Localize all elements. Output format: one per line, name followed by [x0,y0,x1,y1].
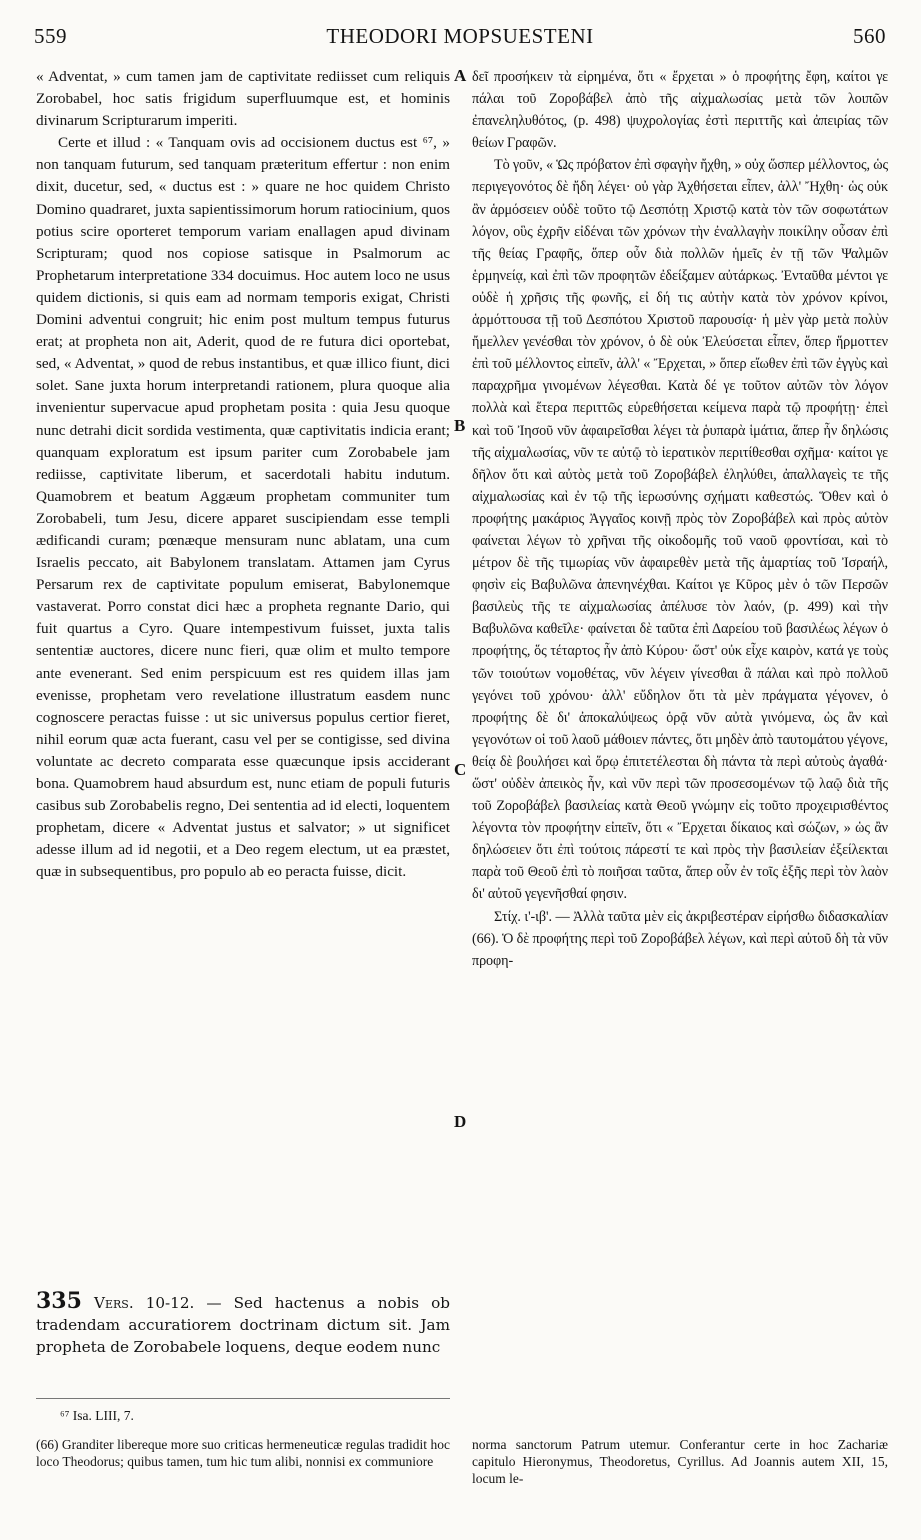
left-page-number: 559 [34,24,67,48]
margin-letter-d: D [454,1112,467,1131]
verse-label: Vers. 10-12. [94,1294,195,1312]
footnote-66-right: norma sanctorum Patrum utemur. Conferantur certe in hoc Zachariæ capitulo Hieronymus, Theodoretus, Cyrillus. Ad Joannis autem XII, 15, locum le- [472,1437,888,1486]
greek-column [472,66,888,972]
latin-section-335 [36,1290,450,1358]
margin-letter-b: B [454,416,466,435]
margin-letter-a: A [454,66,467,85]
greek-paragraph-2: Τὸ γοῦν, « Ὡς πρόβατον ἐπὶ σφαγὴν ἤχθη, » οὐχ ὥσπερ μέλλοντος, ὡς περιγεγονότος δὲ ἤδη λέγει· οὐ γὰρ Ἀχθήσεται εἶπεν, ἀλλ' Ἤχθη· ὡς οὐκ ἂν ἁρμόσειεν οὐδὲ τοῦτο τῷ Δεσπότῃ Χριστῷ κατὰ τὸν τῶν σοφωτάτων λόγον, οὓς ἐχρῆν εἰδέναι τῶν χρόνων τὴν ἐναλλαγὴν ποικίλην οὖσαν ἐπὶ τῆς θείας Γραφῆς, ὅπερ οὖν διὰ πολλῶν ἡμεῖς ἐν τῇ τῶν Ψαλμῶν ἑρμηνείᾳ, καὶ ἐπὶ τῶν προφητῶν ἐδείξαμεν αὐτάρκως. Ἐνταῦθα μέντοι γε οὐδὲ ἡ χρῆσις τῆς φωνῆς, εἰ δή τις αὐτὴν κατὰ τὸν χρόνον κρίνοι, ἁρμόττουσα τῇ τοῦ Δεσπότου Χριστοῦ παρουσίᾳ· ἡ μὲν γὰρ μετὰ πολὺν ἤμελλεν γενέσθαι τὸν χρόνον, ὁ δὲ οὐκ Ἐλεύσεται εἶπεν, ὅπερ ἥρμοττεν ἐπὶ τοῦ μέλλοντος εἰπεῖν, ἀλλ' « Ἔρχεται, » ὅπερ εἴωθεν ἐπὶ τῶν ἐγγὺς καὶ παραχρῆμα γινομένων λέγεσθαι. Κατὰ δέ γε τοῦτον αὐτῶν τὸν λόγον πολλὰ καὶ ἕτερα περιττῶς εὑρεθήσεται κείμενα παρὰ τῷ προφήτῃ· ἐπεὶ καὶ τοῦ Ἰησοῦ νῦν ἀφαιρεῖσθαι λέγει τὰ ῥυπαρὰ ἱμάτια, ἅπερ ἦν δηλώσις τῆς αἰχμαλωσίας, νῦν τε αὐτῷ τὸ ἱερατικὸν περιτίθεσθαι σχῆμα· καίτοι γε δῆλον ὅτι καὶ αὐτὸς μετὰ τοῦ Ζοροβάβελ ἐληλύθει, ἀπαλλαγεὶς τε τῆς αἰχμαλωσίας καὶ ἐν τῷ τῆς ἱερωσύνης σχήματι καθεστώς. Ὅθεν καὶ ὁ προφήτης μακάριος Ἀγγαῖος κοινῇ πρὸς τὸν Ζοροβάβελ καὶ πρὸς αὐτὸν φαίνεται λέγων τὸ χρῆναι τῆς οἰκοδομῆς τοῦ ναοῦ φροντίσαι, καὶ τὸ μέτρον δὲ τῆς τιμωρίας νῦν ἀφαιρεθὲν μετὰ τῆς ἁμαρτίας τοῦ Ἰσραήλ, φησὶν εἰς Βαβυλῶνα ἀπενηνέχθαι. Καίτοι γε Κῦρος μὲν ὁ τῶν Περσῶν βασιλεὺς τῆς τε αἰχμαλωσίας ἀπέλυσε τὸν λαόν, (p. 499) καὶ τὴν Βαβυλῶνα καθεῖλε· φαίνεται δὲ ταῦτα ἐπὶ Δαρείου τοῦ βασιλέως λέγων ὁ προφήτης, ὅς τέταρτος ἦν ἀπὸ Κύρου· ὥστ' οὐκ εἶχε καιρὸν, κατά γε τοὺς τῶν τοιούτων νομοθέτας, νῦν λέγειν γίνεσθαι ἃ πάλαι καὶ πρὸ πολλοῦ γεγόνει τοῦ χρόνου· ἀλλ' εὔδηλον ὅτι τὰ μὲν πράγματα γέγονεν, ὁ προφήτης δὲ δι' ἀποκαλύψεως ὁρᾷ νῦν αὐτὰ γινόμενα, ὡς ἂν καὶ γεγονότων οἱ τοῦ λαοῦ μάθοιεν πάντες, ὅτι μηδὲν ἀπὸ ταυτομάτου γέγονε, θείᾳ δὲ βουλήσει καὶ ὅρῳ ἐπιτετέλεσται δὴ πάντα τὰ περὶ αὐτοὺς ἀγαθά· ὥστ' οὐδὲν ἀπεικὸς ἦν, καὶ νῦν περὶ τῶν προσεσομένων τῷ λαῷ διὰ τῆς τοῦ Ζοροβάβελ βασιλείας κατὰ Θεοῦ γνώμην εἰς τοῦτο προχειρισθέντος λέγοντα τὸν προφήτην εἰπεῖν, ὅτι « Ἔρχεται δίκαιος καὶ σώζων, » ὡς ἂν δηλώσειεν ὅτι ἐπὶ τούτοις πάρεστί τε καὶ πρὸς τὴν βασιλείαν ἐξείλεκται παρὰ τοῦ Θεοῦ ἐπὶ τὸ ποιῆσαι ταῦτα, ἅπερ οὖν ἐν τοῖς ἑξῆς περὶ τὸν λαὸν δι' αὐτοῦ γεγενῆσθαί φησιν. [472,157,888,903]
margin-letter-c: C [454,760,467,779]
greek-paragraph-1: δεῖ προσήκειν τὰ εἰρημένα, ὅτι « ἔρχεται » ὁ προφήτης ἔφη, καίτοι γε πάλαι τοῦ Ζοροβάβελ ἀπὸ τῆς αἰχμαλωσίας μετὰ τῶν λοιπῶν ἐπανεληλυθότος, (p. 498) ψυχρολογίας ἐστὶ περιττῆς καὶ ἀπειρίας τῶν θείων Γραφῶν. [472,69,888,152]
running-title: THEODORI MOPSUESTENI [326,24,594,48]
latin-column [36,66,450,883]
page-header [34,24,886,58]
scripture-reference-footnote: ⁶⁷ Isa. LIII, 7. [60,1408,134,1423]
latin-paragraph-2: Certe et illud : « Tanquam ovis ad occisionem ductus est ⁶⁷, » non tanquam futurum, sed tanquam præteritum effertur : non enim dixit, ducetur, sed, « ductus est : » quare ne hoc quidem Christo Domino quadraret, juxta sapientissimorum horum ratiocinium, quos potius scire oporteret temporum variam enallagen apud divinam Scripturam; quod nos copiose satisque in Psalmorum ac Prophetarum interpretatione 334 docuimus. Hoc autem loco ne usus quidem dictionis, si quis eam ad normam temporis exigat, Christi Domini adventui congruit; hic enim post multum tempus futurus erat; at propheta non ait, Aderit, quod de re futura dici oportebat, sed, « Adventat, » quod de rebus instantibus, et quæ illico fiunt, dici solet. Sane juxta horum interpretandi rationem, plura quoque alia invenientur supervacue apud prophetam posita : quia Jesu quoque nunc detrahi dicit sordida vestimenta, quæ captivitatis indicia erant; quanquam exploratum est ipsum pariter cum Zorobabele jam rediisse, captivitate liberum, et sacerdotali habitu indutum. Quamobrem et beatum Aggæum prophetam communiter tum Zorobabeli, tum Jesu, dicere apparet suscipiendam esse templi ædificandi curam; pœnæque mensuram nunc ablatam, una cum Israelis peccato, ait Babylonem translatam. Attamen jam Cyrus Persarum rex de captivitate populum emiserat, Babylonemque vastaverat. Porro constat dici hæc a propheta regnante Dario, qui fuit quartus a Cyro. Quare intempestivum fuisset, juxta talis sententiæ auctores, dicere nunc fieri, quæ olim et multo tempore ante evenerant. Sed enim perspicuum est res quidem illas jam evenisse, prophetam vero revelatione illustratum easdem nunc cognoscere peractas fuisse : ut sic universus populus certior fieret, nihil eorum quæ acta fuerant, casu vel per se contigisse, sed divina voluntate ac decreto comparata esse quæcunque ipsis acciderant bona. Quamobrem haud absurdum est, nunc etiam de populi futuris casibus sub Zorobabelis regno, Dei sententia ad id electi, loquentem prophetam, dicere « Adventat justus et salvator; » ut significet adesse illum ad id negotii, et a Deo regem electum, ut ea præstet, quæ in subsequentibus, pro populo ab eo peracta fuisse, dicit. [36,134,450,881]
section-number: 335 [36,1288,82,1314]
section-text: — Sed hactenus a nobis ob tradendam accuratiorem doctrinam dictum sit. Jam propheta de Zorobabele loquens, deque eodem nunc [36,1294,450,1357]
latin-section-paragraph [36,1290,450,1358]
greek-paragraph-3: Στίχ. ι'-ιβ'. — Ἀλλὰ ταῦτα μὲν εἰς ἀκριβεστέραν εἰρήσθω διδασκαλίαν (66). Ὁ δὲ προφήτης περὶ τοῦ Ζοροβάβελ λέγων, καὶ περὶ αὐτοῦ δὴ τὰ νῦν προφη- [472,908,888,969]
right-page-number: 560 [853,24,886,48]
footnote-rule [36,1398,450,1399]
footnote-66-left: (66) Granditer libereque more suo criticas hermeneuticæ regulas tradidit hoc loco Theodorus; quibus tamen, tum hic tum alibi, nonnisi ex communiore [36,1437,450,1469]
latin-paragraph-1: « Adventat, » cum tamen jam de captivitate rediisset cum reliquis Zorobabel, hoc satis frigidum superfluumque est, et hominis divinarum Scripturarum imperiti. [36,68,450,130]
